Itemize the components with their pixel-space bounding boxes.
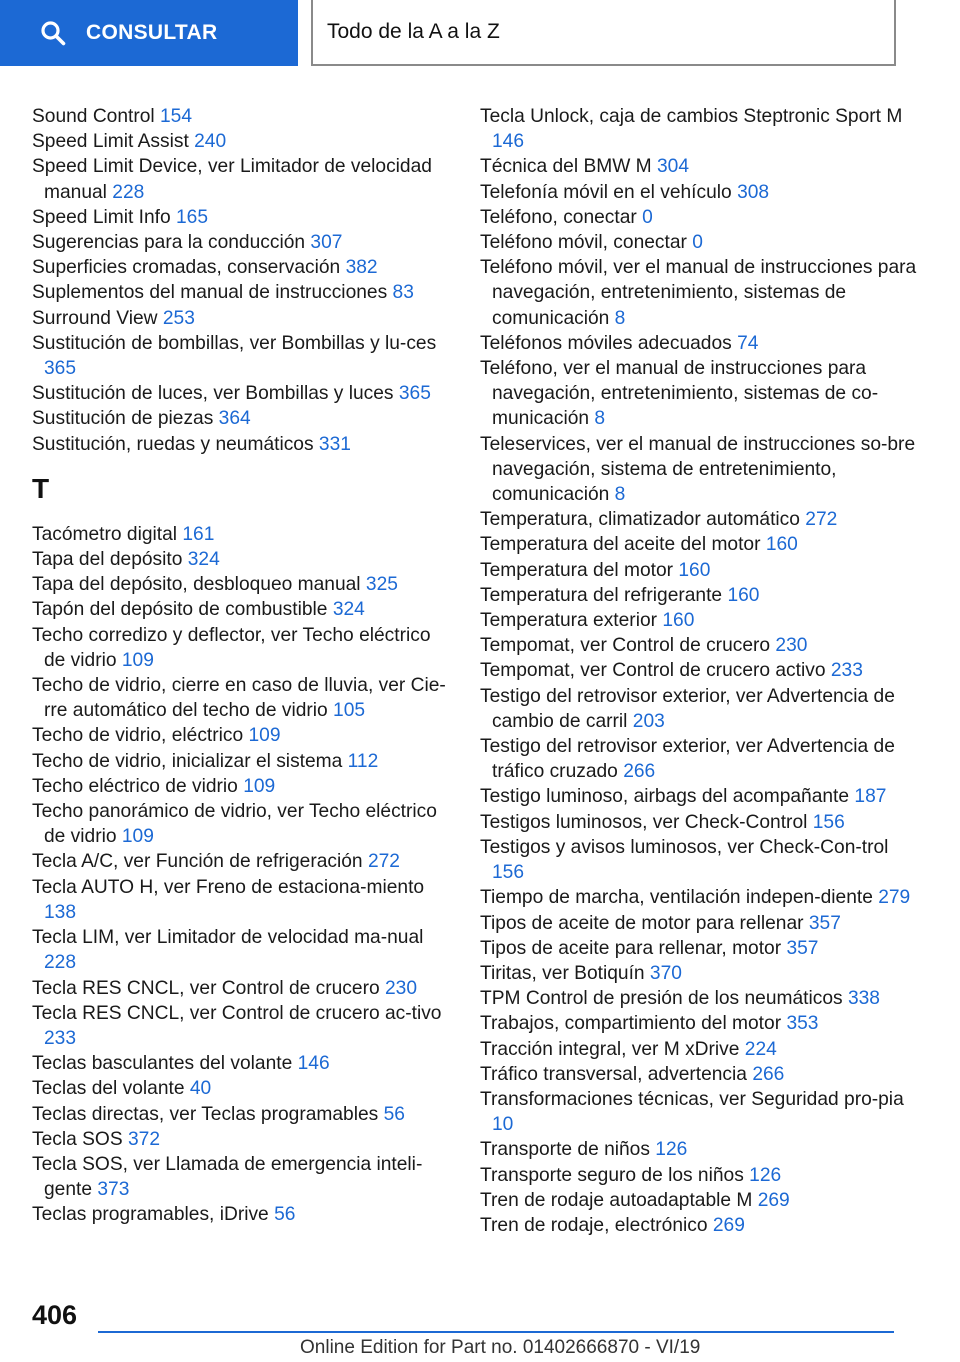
index-entry [480,835,920,885]
page-link[interactable]: 357 [808,912,841,934]
index-entry-text: Tracción integral, ver M xDrive [480,1038,740,1060]
page-link[interactable]: 40 [189,1078,212,1100]
page-link[interactable]: 272 [805,509,838,531]
index-entry-text: Teléfonos móviles adecuados [480,332,732,354]
index-entry [480,532,920,557]
page-link[interactable]: 357 [786,937,819,959]
index-entry [480,230,920,255]
index-entry-text: Teclas del volante [32,1078,185,1100]
index-entry-text: Temperatura exterior [480,610,658,632]
index-entry-text: Testigo del retrovisor exterior, ver Advertencia de tráfico cruzado [480,736,895,783]
index-entry [32,331,452,381]
page-link[interactable]: 338 [847,988,880,1010]
consultar-button[interactable] [0,0,298,66]
index-entry-text: Tecla RES CNCL, ver Control de crucero ac-tivo [32,1002,442,1024]
index-column-right [480,104,920,1238]
index-entry [32,875,452,925]
page-link[interactable]: 56 [383,1103,405,1125]
index-entry [32,925,452,975]
page-link[interactable]: 228 [112,181,145,203]
index-entry [480,558,920,583]
page-link[interactable]: 160 [678,559,711,581]
index-entry [480,1188,920,1213]
index-entry [32,255,452,280]
index-entry [32,129,452,154]
index-entry [32,723,452,748]
index-entry [480,1037,920,1062]
index-entry [480,104,920,154]
page-link[interactable]: 364 [218,408,251,430]
index-entry [32,522,452,547]
page-link[interactable]: 0 [642,206,653,228]
index-entry [32,280,452,305]
index-entry [480,936,920,961]
index-entry [480,331,920,356]
index-entry-text: Tipos de aceite para rellenar, motor [480,937,782,959]
index-entry-text: Tempomat, ver Control de crucero [480,635,771,657]
index-entry [480,784,920,809]
page-link[interactable]: 382 [345,257,378,279]
index-entry [480,1011,920,1036]
index-entry [32,749,452,774]
index-entry-text: Tapa del depósito [32,549,183,571]
index-entry [32,547,452,572]
index-entry [32,1152,452,1202]
page-link[interactable]: 109 [243,775,276,797]
search-icon [40,20,66,46]
index-entry-text: Teclas programables, iDrive [32,1204,269,1226]
index-entry-text: Techo panorámico de vidrio, ver Techo eléctrico de vidrio [32,801,437,848]
page-link[interactable]: 154 [160,106,193,127]
index-entry [32,1202,452,1227]
index-entry [32,774,452,799]
page-link[interactable]: 325 [365,574,398,596]
footer-edition: Online Edition for Part no. 01402666870 - VI/19 [300,1337,701,1358]
index-entry [480,432,920,508]
page-link[interactable]: 156 [812,811,845,833]
page-link[interactable]: 373 [97,1179,130,1201]
index-entry [480,658,920,683]
index-entry-text: Tecla SOS, ver Llamada de emergencia inteli-gente [32,1153,423,1201]
index-entry [32,976,452,1001]
index-entry-text: Sound Control [32,106,155,127]
index-entry-text: Sustitución de piezas [32,408,214,430]
page-link[interactable]: 203 [632,710,665,732]
page-link[interactable]: 230 [775,635,808,657]
page-link[interactable]: 331 [318,433,351,455]
index-entry-text: Tapa del depósito, desbloqueo manual [32,574,361,596]
index-entry-text: Teléfono, ver el manual de instrucciones para navegación, entretenimiento, sistemas de co-municación [480,358,879,430]
index-entry [480,356,920,432]
index-entry-text: Teléfono móvil, ver el manual de instrucciones para navegación, entretenimiento, sistemas de comunicación [480,257,917,329]
index-entry-text: Testigo luminoso, airbags del acompañante [480,786,850,808]
index-entry [480,583,920,608]
index-entry-text: Teléfono móvil, conectar [480,232,693,254]
page-link[interactable]: 156 [492,862,525,884]
page-link[interactable]: 160 [727,584,760,606]
index-entry-text: Transporte de niños [480,1139,650,1161]
page-link[interactable]: 187 [854,786,887,808]
consultar-label: CONSULTAR [86,21,218,44]
index-entry [32,673,452,723]
page-link[interactable]: 109 [248,725,281,747]
index-entry [480,255,920,331]
index-entry-text: Tacómetro digital [32,523,178,545]
index-entry-text: Transporte seguro de los niños [480,1164,744,1186]
page-link[interactable]: 160 [765,534,798,556]
index-column-left [32,104,452,1228]
index-entry [32,1102,452,1127]
page-link[interactable]: 269 [712,1214,745,1236]
index-entry-text: Techo de vidrio, eléctrico [32,725,244,747]
index-entry-text: Tapón del depósito de combustible [32,599,328,621]
index-entry-text: Tren de rodaje autoadaptable M [480,1189,753,1211]
index-entry [32,1127,452,1152]
page-link[interactable]: 272 [367,851,400,873]
index-entry [32,1076,452,1101]
page-link[interactable]: 370 [649,962,682,984]
index-entry-text: Trabajos, compartimiento del motor [480,1013,782,1035]
index-entry [480,911,920,936]
index-entry [480,180,920,205]
page-link[interactable]: 279 [878,887,911,909]
index-entry-text: Sustitución de luces, ver Bombillas y luces [32,383,394,405]
index-entry [32,205,452,230]
page-link[interactable]: 8 [614,484,626,506]
index-entry-text: Testigos y avisos luminosos, ver Check-Con-trol [480,836,889,858]
index-entry-text: Suplementos del manual de instrucciones [32,282,388,304]
page-link[interactable]: 308 [737,181,770,203]
index-entry-text: Sustitución, ruedas y neumáticos [32,433,314,455]
index-entry [480,885,920,910]
index-entry-text: Teclas directas, ver Teclas programables [32,1103,379,1125]
page-link[interactable]: 324 [332,599,365,621]
page-link[interactable]: 56 [274,1204,296,1226]
index-entry [480,986,920,1011]
index-entry [32,104,452,129]
header [0,0,960,66]
index-entry [32,799,452,849]
index-entry-text: Tecla A/C, ver Función de refrigeración [32,851,363,873]
page-link[interactable]: 160 [662,610,695,632]
page-link[interactable]: 365 [398,383,431,405]
index-entry-text: Surround View [32,307,158,329]
index-entry-text: Speed Limit Info [32,206,171,228]
page-link[interactable]: 233 [830,660,863,682]
index-entry-text: Temperatura del motor [480,559,674,581]
index-entry-text: Tiritas, ver Botiquín [480,962,645,984]
tab-a-to-z[interactable]: Todo de la A a la Z [311,0,896,66]
index-entry [480,507,920,532]
page-link[interactable]: 112 [347,750,379,772]
page-link[interactable]: 105 [333,700,366,722]
page-link[interactable]: 161 [182,523,215,545]
index-entry [480,154,920,179]
index-entry-text: Teleservices, ver el manual de instrucciones so-bre navegación, sistema de entretenimiento, comunicación [480,433,916,506]
page-link[interactable]: 109 [121,649,154,671]
page-link[interactable]: 233 [44,1027,77,1049]
index-entry-text: Teclas basculantes del volante [32,1053,293,1075]
page-link[interactable]: 266 [623,761,656,783]
page-number: 406 [32,1300,78,1330]
page-link[interactable]: 224 [744,1038,777,1060]
index-entry-text: Teléfono, conectar [480,206,643,228]
index-entry-text: Tiempo de marcha, ventilación indepen-diente [480,887,873,909]
index-entry-text: Tecla Unlock, caja de cambios Steptronic Sport M [480,106,903,127]
index-entry-text: Techo de vidrio, cierre en caso de lluvia, ver Cie-rre automático del techo de vidrio [32,675,446,722]
index-entry-text: Tipos de aceite de motor para rellenar [480,912,804,934]
index-entry [32,623,452,673]
page-link[interactable]: 126 [749,1164,782,1186]
index-entry-text: Tren de rodaje, electrónico [480,1214,708,1236]
index-entry-text: Speed Limit Assist [32,131,189,153]
page-link[interactable]: 8 [614,307,626,329]
page-link[interactable]: 230 [384,977,417,999]
index-entry-text: Tempomat, ver Control de crucero activo [480,660,826,682]
index-entry [32,306,452,331]
index-entry-text: Testigo del retrovisor exterior, ver Advertencia de cambio de carril [480,685,895,732]
page-link[interactable]: 146 [492,131,525,153]
page-link[interactable]: 269 [757,1189,790,1211]
page-link[interactable]: 74 [737,332,759,354]
index-entry [480,684,920,734]
index-entry [480,1137,920,1162]
page-link[interactable]: 126 [655,1139,688,1161]
index-entry-text: Speed Limit Device, ver Limitador de velocidad manual [32,156,432,203]
page-link[interactable]: 372 [128,1128,161,1150]
index-entry [32,432,452,457]
index-entry [480,810,920,835]
index-entry [32,597,452,622]
index-entry-text: Techo corredizo y deflector, ver Techo eléctrico de vidrio [32,624,431,671]
index-entry-text: Tecla SOS [32,1128,123,1150]
index-entry [32,154,452,204]
index-entry-text: Temperatura del refrigerante [480,584,723,606]
index-entry [480,205,920,230]
index-entry-text: Testigos luminosos, ver Check-Control [480,811,808,833]
index-entry [32,1001,452,1051]
index-entry-text: Tecla AUTO H, ver Freno de estaciona-miento [32,876,425,898]
index-entry [480,961,920,986]
index-entry [32,406,452,431]
index-entry [480,1087,920,1137]
index-entry [480,1213,920,1238]
index-entry [480,608,920,633]
index-entry-text: Temperatura del aceite del motor [480,534,761,556]
index-entry-text: Técnica del BMW M [480,156,652,178]
index-entry-text: Techo eléctrico de vidrio [32,775,238,797]
page-link[interactable]: 165 [176,206,209,228]
index-entry [480,1062,920,1087]
page-link[interactable]: 324 [187,549,220,571]
index-entry-text: TPM Control de presión de los neumáticos [480,988,843,1010]
index-entry [32,230,452,255]
footer-divider [98,1331,894,1333]
index-letter-heading: T [32,472,50,504]
page-link[interactable]: 253 [162,307,195,329]
page-link[interactable]: 8 [594,408,606,430]
index-entry [480,1163,920,1188]
page-link[interactable]: 307 [310,232,343,254]
index-entry [32,572,452,597]
index-entry-text: Transformaciones técnicas, ver Seguridad pro-pia [480,1088,904,1110]
index-entry-text: Sustitución de bombillas, ver Bombillas y lu-ces [32,332,437,354]
index-entry [32,849,452,874]
page-link[interactable]: 0 [692,232,703,254]
index-entry-text: Superficies cromadas, conservación [32,257,341,279]
index-entry-text: Tráfico transversal, advertencia [480,1063,747,1085]
page-link[interactable]: 353 [786,1013,819,1035]
page-link[interactable]: 146 [297,1053,330,1075]
page-link[interactable]: 266 [752,1063,785,1085]
index-entry-text: Temperatura, climatizador automático [480,509,800,531]
index-entry [32,1051,452,1076]
page-link[interactable]: 10 [492,1114,514,1136]
page-link[interactable]: 240 [194,131,227,153]
index-entry-text: Tecla LIM, ver Limitador de velocidad ma-nual [32,927,424,949]
page-link[interactable]: 138 [44,901,77,923]
index-entry-text: Sugerencias para la conducción [32,232,306,254]
index-entry [480,633,920,658]
index-entry-text: Telefonía móvil en el vehículo [480,181,732,203]
page-link[interactable]: 228 [44,952,77,974]
page-link[interactable]: 365 [44,358,77,380]
page-link[interactable]: 304 [657,156,690,178]
index-entry-text: Techo de vidrio, inicializar el sistema [32,750,343,772]
page-link[interactable]: 83 [392,282,414,304]
index-entry-text: Tecla RES CNCL, ver Control de crucero [32,977,380,999]
index-entry [32,381,452,406]
page-link[interactable]: 109 [121,826,154,848]
index-entry [480,734,920,784]
